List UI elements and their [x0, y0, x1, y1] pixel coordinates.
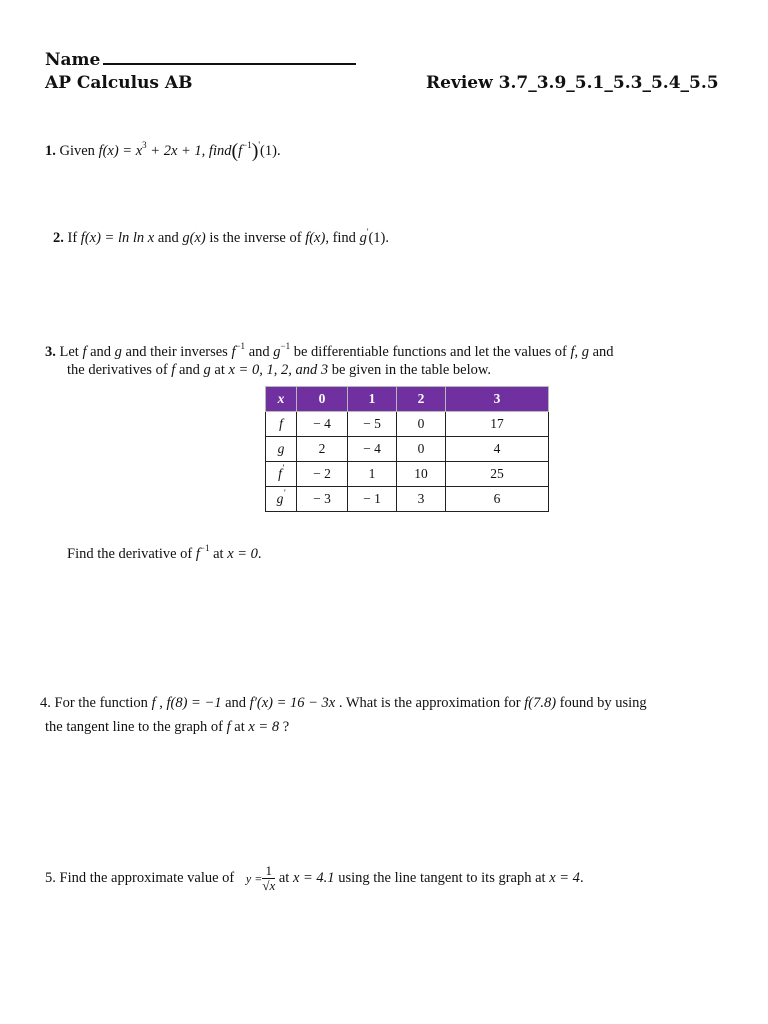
q3-find-at: at [209, 546, 228, 562]
table-header-row [266, 387, 549, 412]
q5-y-eq: y = [245, 871, 263, 886]
table-cell: 0 [397, 412, 446, 437]
q4-target: f(7.8) [524, 695, 557, 711]
q2-function-f: f(x) = ln ln x [80, 230, 155, 246]
q2-number: 2. [53, 230, 64, 246]
table-row [266, 437, 549, 462]
table-cell: 0 [397, 437, 446, 462]
q5-text: 5. Find the approximate value of [45, 870, 238, 886]
table-header-cell: 3 [446, 387, 549, 412]
q5-fraction [262, 864, 275, 893]
q3-find-x: x = 0 [227, 546, 258, 562]
q2-find: , find [325, 230, 360, 246]
q1-open-paren: ( [231, 140, 239, 162]
name-label: Name [45, 50, 101, 70]
q5-tangent-text: using the line tangent to its graph at [334, 870, 550, 886]
q3-and-3: and [588, 344, 614, 360]
q3-let: Let [59, 344, 83, 360]
q5-denominator: √x [262, 878, 276, 894]
q1-close-paren: ) [251, 140, 259, 162]
q1-inverse-exponent: −1 [242, 140, 252, 150]
q2-prime: ' [366, 227, 369, 237]
q4-and: and [221, 695, 250, 711]
q3-and-1: and [86, 344, 115, 360]
table-header-cell: 0 [297, 387, 348, 412]
q3-at: at [210, 362, 229, 378]
table-header-cell: 1 [348, 387, 397, 412]
q1-prime: ' [258, 140, 261, 150]
table-header-cell: 2 [397, 387, 446, 412]
q5-period: . [579, 870, 584, 886]
q5-numerator: 1 [262, 864, 275, 879]
q3-g-3: g [203, 362, 211, 378]
course-title: AP Calculus AB [45, 73, 193, 93]
q3-x-values: x = 0, 1, 2, and 3 [228, 362, 329, 378]
table-header-cell: x [266, 387, 297, 412]
q5-x4: x = 4 [549, 870, 580, 886]
q3-differentiable-text: be differentiable functions and let the values of [290, 344, 571, 360]
table-cell: 2 [297, 437, 348, 462]
q1-text: Given [59, 143, 99, 159]
q3-number: 3. [45, 344, 56, 360]
table-cell: 10 [397, 462, 446, 487]
q3-derivatives-text: the derivatives of [67, 362, 172, 378]
question-3-find [67, 545, 262, 563]
table-cell: − 5 [348, 412, 397, 437]
q1-function: f(x) = x [98, 143, 143, 159]
q3-find-period: . [257, 546, 262, 562]
q3-table-text: be given in the table below. [328, 362, 492, 378]
question-4-line-1 [40, 694, 647, 712]
q5-at: at [275, 870, 293, 886]
q3-g-inverse-exp: −1 [280, 341, 291, 351]
q3-find-exp: −1 [199, 543, 210, 553]
table-row [266, 462, 549, 487]
q3-f-inverse-exp: −1 [235, 341, 246, 351]
name-field [45, 49, 356, 70]
q3-f-3: f [171, 362, 176, 378]
q3-g-inverse: g [273, 344, 281, 360]
q4-tangent-text: the tangent line to the graph of [45, 719, 227, 735]
q2-fx: f(x) [305, 230, 326, 246]
table-row [266, 487, 549, 512]
table-cell: 3 [397, 487, 446, 512]
q2-argument: (1). [368, 230, 389, 246]
q4-found: found by using [556, 695, 647, 711]
table-cell: − 4 [348, 437, 397, 462]
values-table [265, 386, 549, 512]
table-cell: 1 [348, 462, 397, 487]
q3-and-4: and [175, 362, 204, 378]
q1-function-rest: + 2x + 1, find [146, 143, 232, 159]
name-blank-line [103, 49, 356, 65]
q5-x41: x = 4.1 [292, 870, 335, 886]
question-5 [45, 862, 584, 895]
q2-and: and [154, 230, 183, 246]
table-cell: 25 [446, 462, 549, 487]
question-3-line-2 [67, 361, 491, 379]
q3-comma: , [574, 344, 582, 360]
q1-argument: (1). [260, 143, 281, 159]
row-label: f [266, 412, 297, 437]
q1-exponent: 3 [142, 140, 147, 150]
question-2 [53, 229, 389, 247]
review-title: Review 3.7_3.9_5.1_5.3_5.4_5.5 [426, 73, 719, 93]
q1-inverse-f: f [238, 143, 243, 159]
q3-g-2: g [581, 344, 589, 360]
table-cell: 17 [446, 412, 549, 437]
table-cell: 6 [446, 487, 549, 512]
q4-question: . What is the approximation for [335, 695, 525, 711]
q3-inverses-text: and their inverses [121, 344, 232, 360]
row-label: f' [266, 462, 297, 487]
q3-and-2: and [245, 344, 274, 360]
q1-number: 1. [45, 143, 56, 159]
q4-question-mark: ? [279, 719, 290, 735]
table-cell: − 1 [348, 487, 397, 512]
q2-function-g: g(x) [182, 230, 206, 246]
q4-x8: x = 8 [248, 719, 280, 735]
q4-f: f [151, 695, 156, 711]
table-cell: − 4 [297, 412, 348, 437]
q3-f-inverse: f [231, 344, 236, 360]
q4-condition-1: f(8) = −1 [166, 695, 222, 711]
q4-f-2: f [226, 719, 231, 735]
table-cell: − 3 [297, 487, 348, 512]
table-cell: 4 [446, 437, 549, 462]
table-cell: − 2 [297, 462, 348, 487]
q3-find-f: f [195, 546, 200, 562]
question-3-line-1 [45, 343, 614, 361]
q2-g-prime: g [359, 230, 367, 246]
q3-g: g [114, 344, 122, 360]
q3-find-text: Find the derivative of [67, 546, 196, 562]
table-row [266, 412, 549, 437]
question-1 [45, 142, 281, 160]
q3-f: f [82, 344, 87, 360]
question-4-line-2 [45, 718, 289, 736]
q3-f-2: f [570, 344, 575, 360]
q4-intro: 4. For the function [40, 695, 152, 711]
q2-text: If [67, 230, 81, 246]
q4-at: at [230, 719, 249, 735]
q2-inverse-text: is the inverse of [205, 230, 306, 246]
q4-sep: , [155, 695, 167, 711]
row-label: g' [266, 487, 297, 512]
row-label: g [266, 437, 297, 462]
q4-condition-2: f′(x) = 16 − 3x [249, 695, 336, 711]
